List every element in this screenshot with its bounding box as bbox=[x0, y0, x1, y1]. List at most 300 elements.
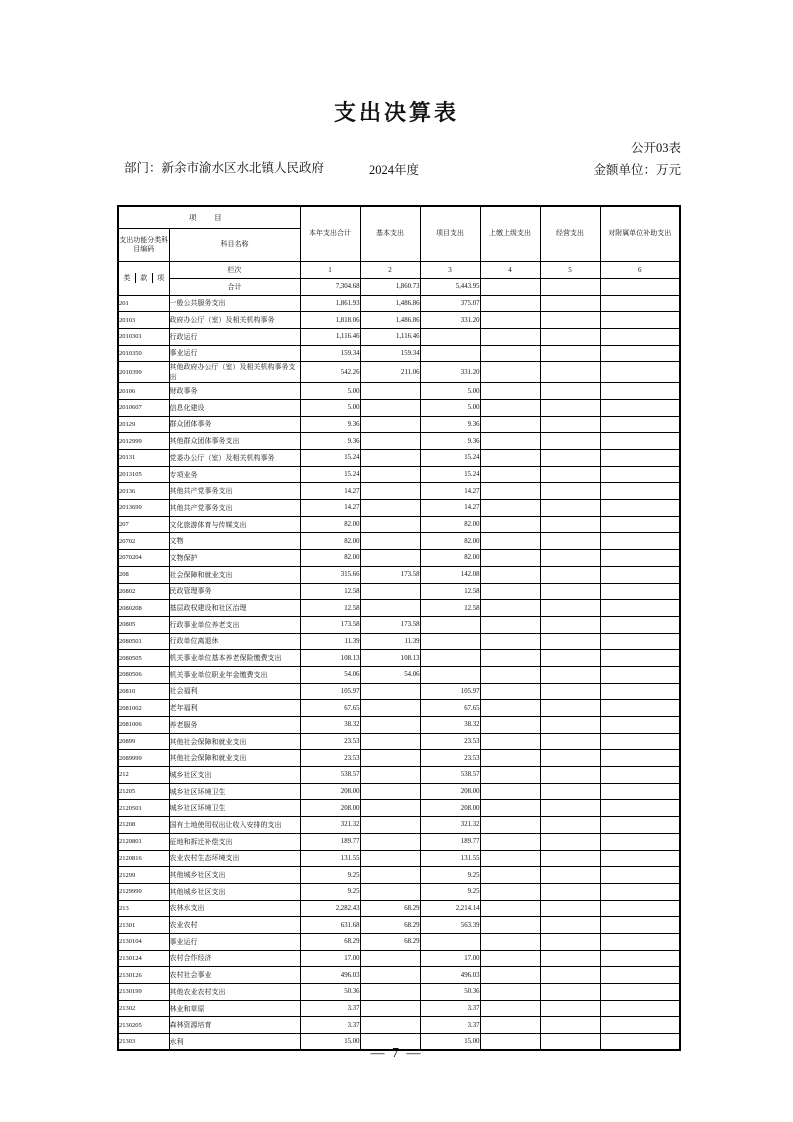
subject-name-cell: 林业和草原 bbox=[169, 1000, 300, 1017]
value-cell: 15.00 bbox=[300, 1034, 360, 1051]
column-number: 2 bbox=[360, 261, 420, 278]
value-cell: 315.66 bbox=[300, 566, 360, 583]
value-cell: 208.00 bbox=[420, 783, 480, 800]
value-cell: 375.07 bbox=[420, 295, 480, 312]
value-cell: 12.58 bbox=[420, 600, 480, 617]
code-cell: 21302 bbox=[118, 1000, 169, 1017]
value-cell bbox=[540, 600, 600, 617]
column-number: 6 bbox=[600, 261, 680, 278]
value-cell bbox=[480, 295, 540, 312]
table-row bbox=[118, 950, 680, 967]
value-cell bbox=[480, 466, 540, 483]
table-row bbox=[118, 312, 680, 329]
value-cell bbox=[480, 483, 540, 500]
value-cell bbox=[600, 717, 680, 734]
value-cell bbox=[600, 345, 680, 362]
value-cell: 15.24 bbox=[300, 450, 360, 467]
fiscal-year-label: 2024年度 bbox=[369, 163, 420, 177]
value-cell: 211.06 bbox=[360, 362, 420, 383]
value-cell: 82.00 bbox=[300, 516, 360, 533]
code-cell: 2130205 bbox=[118, 1017, 169, 1034]
value-cell: 11.39 bbox=[300, 633, 360, 650]
code-cell: 208 bbox=[118, 566, 169, 583]
value-cell: 331.20 bbox=[420, 362, 480, 383]
value-cell: 5.00 bbox=[420, 399, 480, 416]
value-cell bbox=[540, 800, 600, 817]
table-row bbox=[118, 1017, 680, 1034]
value-cell bbox=[600, 328, 680, 345]
value-cell bbox=[360, 450, 420, 467]
value-cell: 68.29 bbox=[360, 900, 420, 917]
value-cell: 321.32 bbox=[300, 817, 360, 834]
subject-name-cell: 国有土地使用权出让收入安排的支出 bbox=[169, 817, 300, 834]
value-cell bbox=[540, 783, 600, 800]
table-row bbox=[118, 383, 680, 400]
value-cell bbox=[600, 600, 680, 617]
value-cell bbox=[540, 984, 600, 1001]
table-row bbox=[118, 600, 680, 617]
subject-name-cell: 机关事业单位职业年金缴费支出 bbox=[169, 666, 300, 683]
value-cell bbox=[420, 633, 480, 650]
subject-name-cell: 农林水支出 bbox=[169, 900, 300, 917]
value-cell bbox=[360, 783, 420, 800]
value-cell bbox=[360, 817, 420, 834]
value-cell: 1,486.86 bbox=[360, 312, 420, 329]
table-row bbox=[118, 900, 680, 917]
code-cell: 21303 bbox=[118, 1034, 169, 1051]
value-cell: 15.24 bbox=[420, 450, 480, 467]
value-column-header: 对附属单位补助支出 bbox=[600, 206, 680, 261]
value-cell: 5.00 bbox=[420, 383, 480, 400]
value-cell bbox=[360, 483, 420, 500]
value-cell bbox=[540, 466, 600, 483]
value-cell bbox=[480, 750, 540, 767]
value-cell bbox=[540, 312, 600, 329]
value-cell bbox=[360, 383, 420, 400]
table-row bbox=[118, 800, 680, 817]
value-cell: 17.00 bbox=[420, 950, 480, 967]
table-row bbox=[118, 1000, 680, 1017]
subject-name-cell: 农业农村 bbox=[169, 917, 300, 934]
value-cell bbox=[600, 633, 680, 650]
value-cell bbox=[540, 383, 600, 400]
value-cell bbox=[600, 833, 680, 850]
value-cell bbox=[480, 566, 540, 583]
public-table-label: 公开03表 bbox=[630, 141, 681, 155]
value-cell bbox=[600, 917, 680, 934]
value-cell bbox=[540, 516, 600, 533]
code-cell: 21301 bbox=[118, 917, 169, 934]
value-cell bbox=[480, 416, 540, 433]
value-cell bbox=[480, 1000, 540, 1017]
code-cell: 2080505 bbox=[118, 650, 169, 667]
value-cell: 54.06 bbox=[360, 666, 420, 683]
code-cell: 2070204 bbox=[118, 550, 169, 567]
subject-name-cell: 群众团体事务 bbox=[169, 416, 300, 433]
value-cell: 9.25 bbox=[300, 867, 360, 884]
value-cell bbox=[540, 483, 600, 500]
value-cell: 131.55 bbox=[300, 850, 360, 867]
value-cell bbox=[480, 1017, 540, 1034]
value-cell: 631.68 bbox=[300, 917, 360, 934]
value-cell bbox=[540, 666, 600, 683]
table-row bbox=[118, 767, 680, 784]
value-cell bbox=[480, 362, 540, 383]
table-row bbox=[118, 917, 680, 934]
value-cell bbox=[600, 700, 680, 717]
value-cell bbox=[480, 700, 540, 717]
value-cell bbox=[360, 433, 420, 450]
subject-name-cell: 行政事业单位养老支出 bbox=[169, 616, 300, 633]
table-row bbox=[118, 733, 680, 750]
value-cell bbox=[600, 312, 680, 329]
subject-name-cell: 老年福利 bbox=[169, 700, 300, 717]
value-cell bbox=[540, 295, 600, 312]
value-cell: 1,116.46 bbox=[360, 328, 420, 345]
value-cell: 12.58 bbox=[300, 600, 360, 617]
subject-name-cell: 水利 bbox=[169, 1034, 300, 1051]
value-cell: 173.58 bbox=[300, 616, 360, 633]
value-cell: 331.20 bbox=[420, 312, 480, 329]
value-cell: 68.29 bbox=[360, 933, 420, 950]
subject-name-cell: 其他农业农村支出 bbox=[169, 984, 300, 1001]
value-cell: 68.29 bbox=[360, 917, 420, 934]
code-cell: 2130124 bbox=[118, 950, 169, 967]
total-value-cell bbox=[540, 278, 600, 295]
value-cell bbox=[360, 550, 420, 567]
value-cell bbox=[360, 984, 420, 1001]
subject-name-cell: 其他城乡社区支出 bbox=[169, 883, 300, 900]
value-cell: 105.97 bbox=[300, 683, 360, 700]
code-cell: 20103 bbox=[118, 312, 169, 329]
value-cell bbox=[360, 750, 420, 767]
value-cell: 208.00 bbox=[300, 783, 360, 800]
value-cell: 14.27 bbox=[300, 483, 360, 500]
value-cell bbox=[480, 867, 540, 884]
value-cell bbox=[480, 917, 540, 934]
value-cell bbox=[480, 650, 540, 667]
value-cell bbox=[360, 466, 420, 483]
value-cell bbox=[600, 583, 680, 600]
value-cell: 9.36 bbox=[420, 416, 480, 433]
table-row bbox=[118, 867, 680, 884]
table-row bbox=[118, 717, 680, 734]
code-cell: 2130104 bbox=[118, 933, 169, 950]
subject-name-cell: 其他社会保障和就业支出 bbox=[169, 733, 300, 750]
code-cell: 2010607 bbox=[118, 399, 169, 416]
value-cell: 105.97 bbox=[420, 683, 480, 700]
value-cell: 496.03 bbox=[420, 967, 480, 984]
value-cell bbox=[360, 416, 420, 433]
value-cell: 1,818.06 bbox=[300, 312, 360, 329]
value-cell bbox=[480, 500, 540, 517]
subject-name-cell: 其他群众团体事务支出 bbox=[169, 433, 300, 450]
value-cell bbox=[420, 933, 480, 950]
table-row bbox=[118, 533, 680, 550]
table-row bbox=[118, 984, 680, 1001]
subject-name-cell: 财政事务 bbox=[169, 383, 300, 400]
value-cell bbox=[540, 767, 600, 784]
code-cell: 20136 bbox=[118, 483, 169, 500]
value-cell: 38.32 bbox=[300, 717, 360, 734]
code-cell: 2080506 bbox=[118, 666, 169, 683]
value-cell bbox=[480, 883, 540, 900]
value-cell bbox=[540, 328, 600, 345]
value-cell bbox=[480, 967, 540, 984]
code-cell: 212 bbox=[118, 767, 169, 784]
table-row bbox=[118, 817, 680, 834]
value-cell bbox=[540, 717, 600, 734]
table-row bbox=[118, 466, 680, 483]
value-cell bbox=[480, 450, 540, 467]
page-title: 支出决算表 bbox=[333, 100, 459, 125]
subject-name-cell: 其他共产党事务支出 bbox=[169, 483, 300, 500]
value-cell: 9.25 bbox=[300, 883, 360, 900]
value-cell bbox=[600, 1017, 680, 1034]
department-label: 部门：新余市渝水区水北镇人民政府 bbox=[124, 161, 325, 175]
value-cell bbox=[360, 967, 420, 984]
value-cell: 23.53 bbox=[420, 733, 480, 750]
value-cell bbox=[540, 850, 600, 867]
value-cell: 12.58 bbox=[300, 583, 360, 600]
value-cell bbox=[480, 600, 540, 617]
value-cell bbox=[600, 616, 680, 633]
value-cell bbox=[360, 733, 420, 750]
value-cell: 11.39 bbox=[360, 633, 420, 650]
value-cell bbox=[540, 900, 600, 917]
value-cell bbox=[540, 1017, 600, 1034]
value-cell bbox=[360, 683, 420, 700]
value-cell bbox=[540, 416, 600, 433]
table-row bbox=[118, 833, 680, 850]
value-cell bbox=[540, 1000, 600, 1017]
code-cell: 2081006 bbox=[118, 717, 169, 734]
total-value-cell bbox=[600, 278, 680, 295]
value-cell bbox=[480, 717, 540, 734]
value-cell bbox=[540, 633, 600, 650]
expenditure-table bbox=[117, 205, 681, 1051]
value-cell bbox=[600, 383, 680, 400]
value-cell bbox=[360, 833, 420, 850]
value-cell: 3.37 bbox=[420, 1000, 480, 1017]
code-cell: 2010301 bbox=[118, 328, 169, 345]
value-column-header: 经营支出 bbox=[540, 206, 600, 261]
code-sub-header bbox=[118, 261, 169, 295]
subject-name-cell: 党委办公厅（室）及相关机构事务 bbox=[169, 450, 300, 467]
value-cell: 496.03 bbox=[300, 967, 360, 984]
value-cell bbox=[600, 500, 680, 517]
value-cell: 321.32 bbox=[420, 817, 480, 834]
value-cell bbox=[480, 833, 540, 850]
subject-name-cell: 其他社会保障和就业支出 bbox=[169, 750, 300, 767]
value-cell bbox=[480, 345, 540, 362]
subject-name-cell: 农村合作经济 bbox=[169, 950, 300, 967]
table-row bbox=[118, 516, 680, 533]
subject-name-cell: 行政单位离退休 bbox=[169, 633, 300, 650]
subject-name-cell: 基层政权建设和社区治理 bbox=[169, 600, 300, 617]
value-cell bbox=[540, 933, 600, 950]
value-cell bbox=[480, 533, 540, 550]
value-cell: 82.00 bbox=[420, 533, 480, 550]
subject-name-cell: 专项业务 bbox=[169, 466, 300, 483]
code-sub-label: 款 bbox=[135, 273, 152, 283]
value-cell bbox=[480, 666, 540, 683]
column-number: 3 bbox=[420, 261, 480, 278]
value-cell bbox=[360, 583, 420, 600]
subject-name-cell: 一般公共服务支出 bbox=[169, 295, 300, 312]
value-cell bbox=[540, 345, 600, 362]
value-cell: 14.27 bbox=[300, 500, 360, 517]
code-cell: 20810 bbox=[118, 683, 169, 700]
value-cell: 82.00 bbox=[420, 516, 480, 533]
value-cell bbox=[600, 666, 680, 683]
code-cell: 213 bbox=[118, 900, 169, 917]
value-column-header: 基本支出 bbox=[360, 206, 420, 261]
value-cell bbox=[360, 700, 420, 717]
column-number: 5 bbox=[540, 261, 600, 278]
subject-name-cell: 社会保障和就业支出 bbox=[169, 566, 300, 583]
code-cell: 20899 bbox=[118, 733, 169, 750]
code-cell: 20702 bbox=[118, 533, 169, 550]
code-cell: 2080208 bbox=[118, 600, 169, 617]
value-cell bbox=[480, 950, 540, 967]
code-cell: 21205 bbox=[118, 783, 169, 800]
value-cell bbox=[540, 533, 600, 550]
value-cell bbox=[600, 566, 680, 583]
amount-unit-label: 金额单位：万元 bbox=[593, 163, 681, 177]
total-row bbox=[118, 278, 680, 295]
value-cell: 54.06 bbox=[300, 666, 360, 683]
value-cell bbox=[540, 433, 600, 450]
value-cell bbox=[480, 312, 540, 329]
subject-name-header: 科目名称 bbox=[169, 228, 300, 261]
value-cell: 15.24 bbox=[300, 466, 360, 483]
value-cell bbox=[600, 950, 680, 967]
code-sub-label: 项 bbox=[152, 273, 169, 283]
value-cell: 23.53 bbox=[300, 733, 360, 750]
code-cell: 2089999 bbox=[118, 750, 169, 767]
value-cell: 563.39 bbox=[420, 917, 480, 934]
value-cell bbox=[540, 817, 600, 834]
value-cell bbox=[600, 817, 680, 834]
value-cell bbox=[540, 550, 600, 567]
value-cell: 1,486.86 bbox=[360, 295, 420, 312]
value-cell bbox=[600, 750, 680, 767]
value-cell: 12.58 bbox=[420, 583, 480, 600]
value-column-header: 项目支出 bbox=[420, 206, 480, 261]
value-cell bbox=[480, 683, 540, 700]
code-cell: 201 bbox=[118, 295, 169, 312]
code-cell: 2120816 bbox=[118, 850, 169, 867]
value-cell bbox=[600, 867, 680, 884]
code-cell: 20131 bbox=[118, 450, 169, 467]
code-cell: 20106 bbox=[118, 383, 169, 400]
value-cell bbox=[360, 516, 420, 533]
value-cell bbox=[540, 616, 600, 633]
value-cell bbox=[480, 733, 540, 750]
value-cell: 50.36 bbox=[420, 984, 480, 1001]
value-cell: 23.53 bbox=[300, 750, 360, 767]
value-cell: 159.34 bbox=[300, 345, 360, 362]
value-cell bbox=[540, 583, 600, 600]
value-cell bbox=[600, 433, 680, 450]
value-cell bbox=[480, 984, 540, 1001]
value-cell bbox=[540, 650, 600, 667]
value-cell bbox=[480, 800, 540, 817]
value-cell bbox=[600, 984, 680, 1001]
code-cell: 2130199 bbox=[118, 984, 169, 1001]
value-cell bbox=[600, 550, 680, 567]
column-number: 1 bbox=[300, 261, 360, 278]
value-column-header: 上缴上级支出 bbox=[480, 206, 540, 261]
value-cell bbox=[540, 967, 600, 984]
value-cell bbox=[540, 867, 600, 884]
value-cell bbox=[360, 500, 420, 517]
table-row bbox=[118, 750, 680, 767]
code-cell: 2081002 bbox=[118, 700, 169, 717]
value-column-header: 本年支出合计 bbox=[300, 206, 360, 261]
value-cell: 173.58 bbox=[360, 566, 420, 583]
value-cell bbox=[600, 362, 680, 383]
subject-name-cell: 政府办公厅（室）及相关机构事务 bbox=[169, 312, 300, 329]
subject-name-cell: 农业农村生态环境支出 bbox=[169, 850, 300, 867]
value-cell bbox=[480, 399, 540, 416]
value-cell: 5.00 bbox=[300, 399, 360, 416]
value-cell: 9.25 bbox=[420, 867, 480, 884]
subject-name-cell: 信息化建设 bbox=[169, 399, 300, 416]
value-cell bbox=[480, 817, 540, 834]
code-cell: 20129 bbox=[118, 416, 169, 433]
value-cell: 82.00 bbox=[420, 550, 480, 567]
value-cell bbox=[600, 483, 680, 500]
value-cell bbox=[480, 850, 540, 867]
table-row bbox=[118, 700, 680, 717]
subject-name-cell: 其他城乡社区支出 bbox=[169, 867, 300, 884]
value-cell bbox=[480, 328, 540, 345]
value-cell bbox=[360, 533, 420, 550]
value-cell: 9.25 bbox=[420, 883, 480, 900]
table-row bbox=[118, 450, 680, 467]
value-cell bbox=[600, 416, 680, 433]
value-cell: 67.65 bbox=[300, 700, 360, 717]
subject-name-cell: 文物 bbox=[169, 533, 300, 550]
table-row bbox=[118, 433, 680, 450]
value-cell bbox=[600, 516, 680, 533]
total-value-cell bbox=[480, 278, 540, 295]
value-cell bbox=[600, 399, 680, 416]
table-row bbox=[118, 399, 680, 416]
value-cell: 1,116.46 bbox=[300, 328, 360, 345]
total-label: 合计 bbox=[169, 278, 300, 295]
table-row bbox=[118, 500, 680, 517]
value-cell bbox=[360, 883, 420, 900]
table-row bbox=[118, 633, 680, 650]
value-cell bbox=[360, 767, 420, 784]
value-cell bbox=[540, 566, 600, 583]
code-cell: 2010399 bbox=[118, 362, 169, 383]
value-cell bbox=[360, 950, 420, 967]
code-cell: 2012999 bbox=[118, 433, 169, 450]
value-cell: 15.00 bbox=[420, 1034, 480, 1051]
code-cell: 2013105 bbox=[118, 466, 169, 483]
value-cell bbox=[480, 783, 540, 800]
subject-name-cell: 事业运行 bbox=[169, 933, 300, 950]
value-cell: 108.13 bbox=[360, 650, 420, 667]
value-cell bbox=[540, 683, 600, 700]
total-value-cell: 5,443.95 bbox=[420, 278, 480, 295]
value-cell bbox=[600, 1000, 680, 1017]
value-cell bbox=[480, 767, 540, 784]
